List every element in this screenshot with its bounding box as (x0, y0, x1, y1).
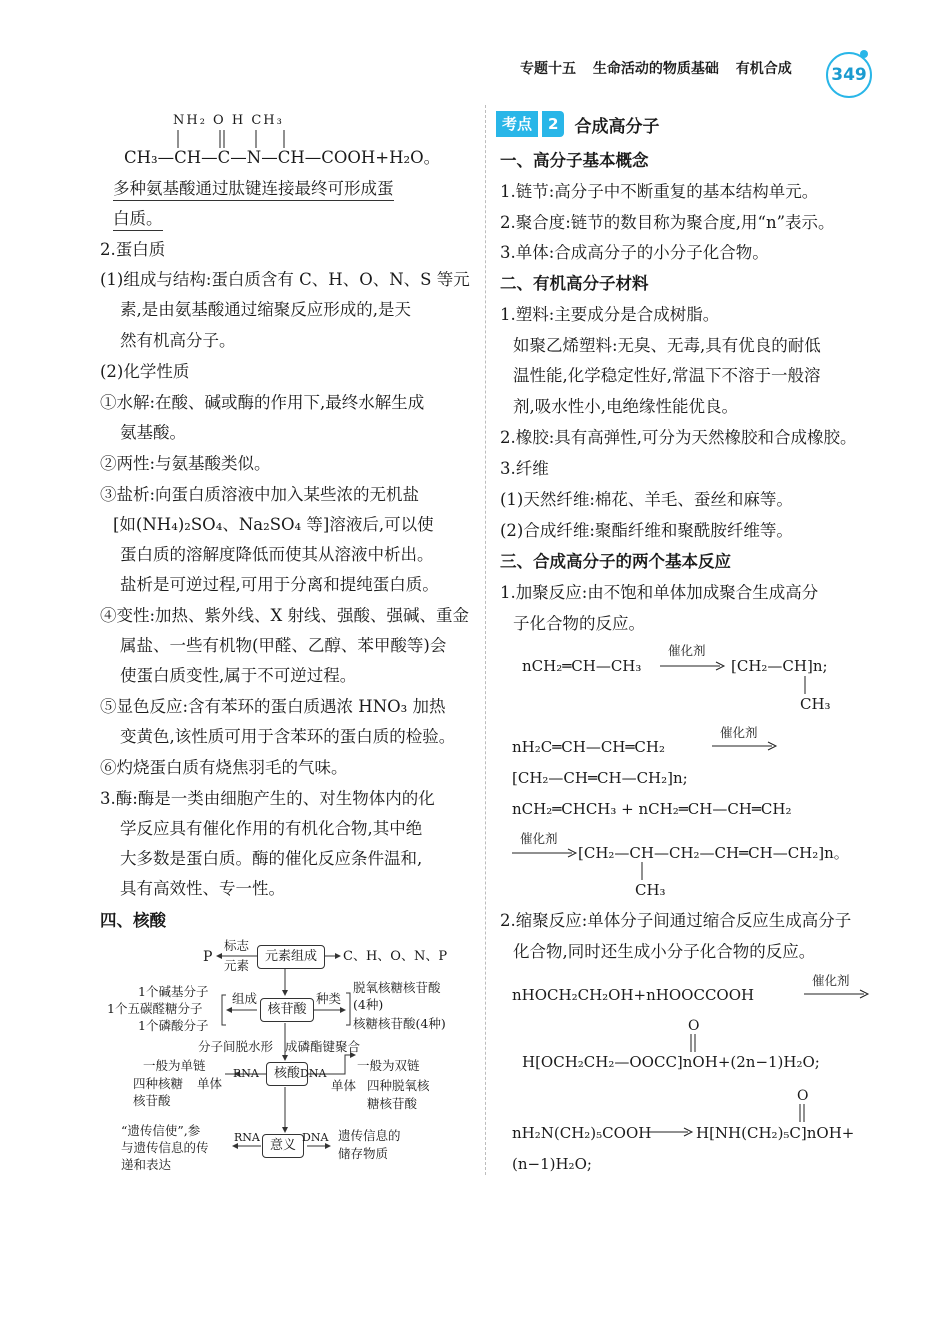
diagram-zucheng: 组成 (232, 991, 258, 1006)
property-hydrolysis-a: ①水解:在酸、碱或酶的作用下,最终水解生成 (100, 393, 425, 412)
property-color-a: ⑤显色反应:含有苯环的蛋白质遇浓 HNO₃ 加热 (100, 697, 446, 716)
diagram-deoxy: 脱氧核糖核苷酸 (353, 980, 441, 995)
diagram-box-elements: 元素组成 (257, 945, 325, 969)
topic-badge (496, 111, 659, 137)
protein-p2: (2)化学性质 (100, 362, 190, 381)
header-subject: 生命活动的物质基础 (592, 61, 719, 77)
diagram-box-meaning: 意义 (262, 1134, 304, 1158)
diagram-elements: C、H、O、N、P (343, 949, 448, 964)
diagram-phosphate: 1个磷酸分子 (138, 1018, 209, 1033)
protein-p1a: (1)组成与结构:蛋白质含有 C、H、O、N、S 等元 (100, 270, 470, 289)
diagram-rna2: RNA (234, 1131, 260, 1144)
diagram-deoxy-nuc: 糖核苷酸 (367, 1096, 418, 1111)
column-divider (485, 105, 486, 1175)
diagram-box-nucleic: 核酸 (266, 1062, 308, 1086)
concept-monomer: 3.单体:合成高分子的小分子化合物。 (500, 243, 769, 262)
diagram-store2: 储存物质 (338, 1146, 389, 1161)
addition-def-b: 子化合物的反应。 (513, 614, 645, 633)
diagram-single-chain: 一般为单链 (143, 1058, 206, 1073)
diagram-pentose: 1个五碳醛糖分子 (107, 1001, 203, 1016)
material-fiber-synthetic: (2)合成纤维:聚酯纤维和聚酰胺纤维等。 (500, 521, 793, 540)
diagram-ribo-nuc: 核苷酸 (133, 1093, 171, 1108)
eq1-product: [CH₂—CH]n; (731, 657, 828, 675)
diagram-store1: 遗传信息的 (338, 1128, 401, 1143)
eq1-branch-bond (803, 676, 809, 696)
eq4-oxygen: O (688, 1018, 700, 1034)
diagram-dna: DNA (300, 1067, 327, 1080)
diagram-messenger3: 递和表达 (121, 1157, 172, 1172)
material-fiber-natural: (1)天然纤维:棉花、羊毛、蚕丝和麻等。 (500, 490, 793, 509)
eq5-water: (n−1)H₂O; (512, 1155, 592, 1173)
eq1-reactant: nCH₂═CH—CH₃ (522, 657, 642, 675)
section-materials: 二、有机高分子材料 (500, 274, 649, 293)
diagram-box-nucleotide: 核苷酸 (260, 998, 314, 1022)
section-protein: 2.蛋白质 (100, 240, 166, 259)
diagram-double-chain: 一般为双链 (357, 1058, 420, 1073)
enzyme-a: 3.酶:酶是一类由细胞产生的、对生物体内的化 (100, 789, 435, 808)
page-number: 349 (826, 52, 872, 98)
peptide-note-line1: 多种氨基酸通过肽键连接最终可形成蛋 (113, 179, 394, 199)
header-topic2: 有机合成 (735, 61, 792, 77)
eq2-reactant: nH₂C═CH—CH═CH₂ (512, 738, 665, 756)
eq2-product: [CH₂—CH═CH—CH₂]n; (512, 769, 688, 787)
eq5-oxygen: O (797, 1088, 809, 1104)
property-salting-d: 盐析是可逆过程,可用于分离和提纯蛋白质。 (120, 575, 439, 594)
page-header (520, 58, 820, 78)
formula-substituents: NH₂ O H CH₃ (173, 113, 284, 128)
diagram-phosphoester: 成磷酯键聚合 (285, 1039, 361, 1054)
property-salting-b: [如(NH₄)₂SO₄、Na₂SO₄ 等]溶液后,可以使 (113, 515, 434, 534)
eq1-branch: CH₃ (800, 695, 831, 713)
eq1-catalyst: 催化剂 (668, 643, 706, 658)
protein-p1c: 然有机高分子。 (120, 331, 236, 350)
eq3-branch-bond (640, 862, 646, 882)
addition-def-a: 1.加聚反应:由不饱和单体加成聚合生成高分 (500, 583, 819, 602)
diagram-danti-left: 单体 (197, 1076, 223, 1091)
diagram-four-ribo: 四种核糖 (133, 1076, 184, 1091)
property-salting-c: 蛋白质的溶解度降低而使其从溶液中析出。 (120, 545, 434, 564)
property-denature-a: ④变性:加热、紫外线、X 射线、强酸、强碱、重金 (100, 606, 470, 625)
eq5-double-bond (797, 1104, 807, 1124)
property-denature-b: 属盐、一些有机物(甲醛、乙醇、苯甲酸等)会 (120, 636, 447, 655)
eq4-arrow (804, 988, 870, 1000)
diagram-messenger1: “遗传信使”,参 (121, 1123, 201, 1138)
page-number-dot (860, 50, 868, 58)
diagram-ribo: 核糖核苷酸(4种) (353, 1016, 446, 1031)
section-reactions: 三、合成高分子的两个基本反应 (500, 552, 731, 571)
badge-number: 2 (542, 111, 564, 137)
property-denature-c: 使蛋白质变性,属于不可逆过程。 (120, 666, 357, 685)
eq5-arrow (648, 1126, 694, 1138)
diagram-four-deoxy: 四种脱氧核 (367, 1078, 430, 1093)
diagram-dehydrate: 分子间脱水形 (198, 1039, 274, 1054)
diagram-deoxy-n: (4种) (353, 997, 384, 1012)
eq3-reactants: nCH₂═CHCH₃ + nCH₂═CH—CH═CH₂ (512, 800, 792, 818)
material-plastic-a: 如聚乙烯塑料:无臭、无毒,具有优良的耐低 (513, 336, 821, 355)
diagram-rna: RNA (233, 1067, 259, 1080)
formula-dipeptide: CH₃—CH—C—N—CH—COOH+H₂O。 (124, 148, 441, 167)
enzyme-d: 具有高效性、专一性。 (120, 879, 285, 898)
diagram-yuansu: 元素 (224, 958, 250, 973)
condensation-def-a: 2.缩聚反应:单体分子间通过缩合反应生成高分子 (500, 911, 852, 930)
diagram-zhonglei: 种类 (316, 991, 342, 1006)
eq5-product: H[NH(CH₂)₅C]nOH+ (696, 1124, 855, 1142)
eq3-catalyst: 催化剂 (520, 831, 558, 846)
material-fiber: 3.纤维 (500, 459, 549, 478)
formula-bonds (176, 128, 306, 150)
eq3-branch: CH₃ (635, 881, 666, 899)
property-color-b: 变黄色,该性质可用于含苯环的蛋白质的检验。 (120, 727, 456, 746)
diagram-base: 1个碱基分子 (138, 984, 209, 999)
peptide-note-line2: 白质。 (113, 209, 163, 229)
section-basic-concepts: 一、高分子基本概念 (500, 151, 649, 170)
property-salting-a: ③盐析:向蛋白质溶液中加入某些浓的无机盐 (100, 485, 420, 504)
eq2-arrow (712, 740, 778, 752)
material-plastic-c: 剂,吸水性小,电绝缘性能优良。 (513, 397, 738, 416)
eq2-catalyst: 催化剂 (720, 725, 758, 740)
eq4-product: H[OCH₂CH₂—OOCC]nOH+(2n−1)H₂O; (522, 1053, 820, 1071)
eq3-arrow (512, 847, 578, 859)
diagram-dna2: DNA (302, 1131, 329, 1144)
diagram-biaozhi: 标志 (224, 938, 250, 953)
header-topic: 专题十五 (520, 61, 576, 77)
eq1-arrow (660, 660, 726, 672)
material-plastic: 1.塑料:主要成分是合成树脂。 (500, 305, 720, 324)
eq5-reactant: nH₂N(CH₂)₅COOH (512, 1124, 652, 1142)
property-burn: ⑥灼烧蛋白质有烧焦羽毛的气味。 (100, 758, 348, 777)
eq3-product: [CH₂—CH—CH₂—CH═CH—CH₂]n。 (578, 844, 849, 862)
material-plastic-b: 温性能,化学稳定性好,常温下不溶于一般溶 (513, 366, 821, 385)
eq4-reactants: nHOCH₂CH₂OH+nHOOCCOOH (512, 986, 755, 1004)
diagram-p: P (203, 949, 213, 965)
section-nucleic-acid: 四、核酸 (100, 911, 166, 930)
material-rubber: 2.橡胶:具有高弹性,可分为天然橡胶和合成橡胶。 (500, 428, 857, 447)
eq4-catalyst: 催化剂 (812, 973, 850, 988)
enzyme-c: 大多数是蛋白质。酶的催化反应条件温和, (120, 849, 423, 868)
protein-p1b: 素,是由氨基酸通过缩聚反应形成的,是天 (120, 300, 411, 319)
diagram-danti-right: 单体 (331, 1078, 357, 1093)
property-hydrolysis-b: 氨基酸。 (120, 423, 186, 442)
badge-kaodian: 考点 (496, 111, 538, 137)
enzyme-b: 学反应具有催化作用的有机化合物,其中绝 (120, 819, 423, 838)
concept-degree: 2.聚合度:链节的数目称为聚合度,用“n”表示。 (500, 213, 835, 232)
eq4-double-bond (688, 1034, 698, 1054)
condensation-def-b: 化合物,同时还生成小分子化合物的反应。 (513, 942, 816, 961)
property-amphoteric: ②两性:与氨基酸类似。 (100, 454, 271, 473)
concept-chain-unit: 1.链节:高分子中不断重复的基本结构单元。 (500, 182, 819, 201)
diagram-messenger2: 与遗传信息的传 (121, 1140, 209, 1155)
badge-title: 合成高分子 (574, 116, 660, 137)
